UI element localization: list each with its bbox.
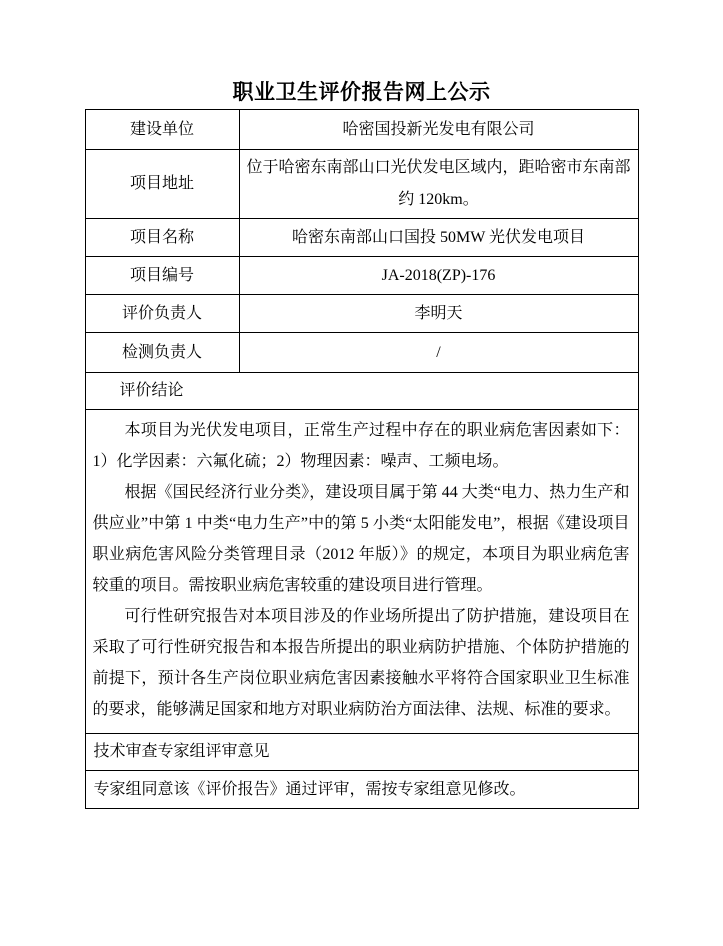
- table-row-expert-review-opinion: [85, 771, 638, 809]
- conclusion-paragraph-2: 根据《国民经济行业分类》，建设项目属于第 44 大类“电力、热力生产和供应业”中第 1 中类“电力生产”中的第 5 小类“太阳能发电”，根据《建设项目职业病危害风险分类管理目录（2012 年版）》的规定，本项目为职业病危害较重的项目。需按职业病危害较重的建设项目进行管理。: [92, 484, 630, 594]
- testing-lead-value: /: [239, 333, 638, 373]
- table-row-conclusion-header: [85, 373, 638, 410]
- table-row-evaluation-lead: [85, 295, 638, 333]
- project-address-label: 项目地址: [85, 150, 239, 219]
- conclusion-paragraph-1: 本项目为光伏发电项目，正常生产过程中存在的职业病危害因素如下：1）化学因素：六氟化硫；2）物理因素：噪声、工频电场。: [92, 422, 630, 470]
- project-name-value: 哈密东南部山口国投 50MW 光伏发电项目: [239, 219, 638, 257]
- project-number-label: 项目编号: [85, 257, 239, 295]
- table-row-project-name: [85, 219, 638, 257]
- table-row-construction-unit: [85, 110, 638, 150]
- conclusion-header: 评价结论: [85, 373, 638, 410]
- page-title: 职业卫生评价报告网上公示: [232, 80, 491, 104]
- table-row-project-number: [85, 257, 638, 295]
- conclusion-paragraph-3: 可行性研究报告对本项目涉及的作业场所提出了防护措施，建设项目在采取了可行性研究报告和本报告所提出的职业病防护措施、个体防护措施的前提下，预计各生产岗位职业病危害因素接触水平将符合国家职业卫生标准的要求，能够满足国家和地方对职业病防治方面法律、法规、标准的要求。: [92, 608, 630, 718]
- project-name-label: 项目名称: [85, 219, 239, 257]
- expert-review-header: 技术审查专家组评审意见: [85, 734, 638, 771]
- table-row-expert-review-header: [85, 734, 638, 771]
- construction-unit-label: 建设单位: [85, 110, 239, 150]
- notice-table: [85, 109, 639, 809]
- testing-lead-label: 检测负责人: [85, 333, 239, 373]
- evaluation-lead-value: 李明天: [239, 295, 638, 333]
- construction-unit-value: 哈密国投新光发电有限公司: [239, 110, 638, 150]
- table-row-project-address: [85, 150, 638, 219]
- table-row-conclusion-body: [85, 410, 638, 734]
- evaluation-lead-label: 评价负责人: [85, 295, 239, 333]
- project-number-value: JA-2018(ZP)-176: [239, 257, 638, 295]
- expert-review-opinion: 专家组同意该《评价报告》通过评审，需按专家组意见修改。: [85, 771, 638, 809]
- conclusion-body: [85, 410, 638, 734]
- table-row-testing-lead: [85, 333, 638, 373]
- project-address-value: 位于哈密东南部山口光伏发电区域内，距哈密市东南部约 120km。: [239, 150, 638, 219]
